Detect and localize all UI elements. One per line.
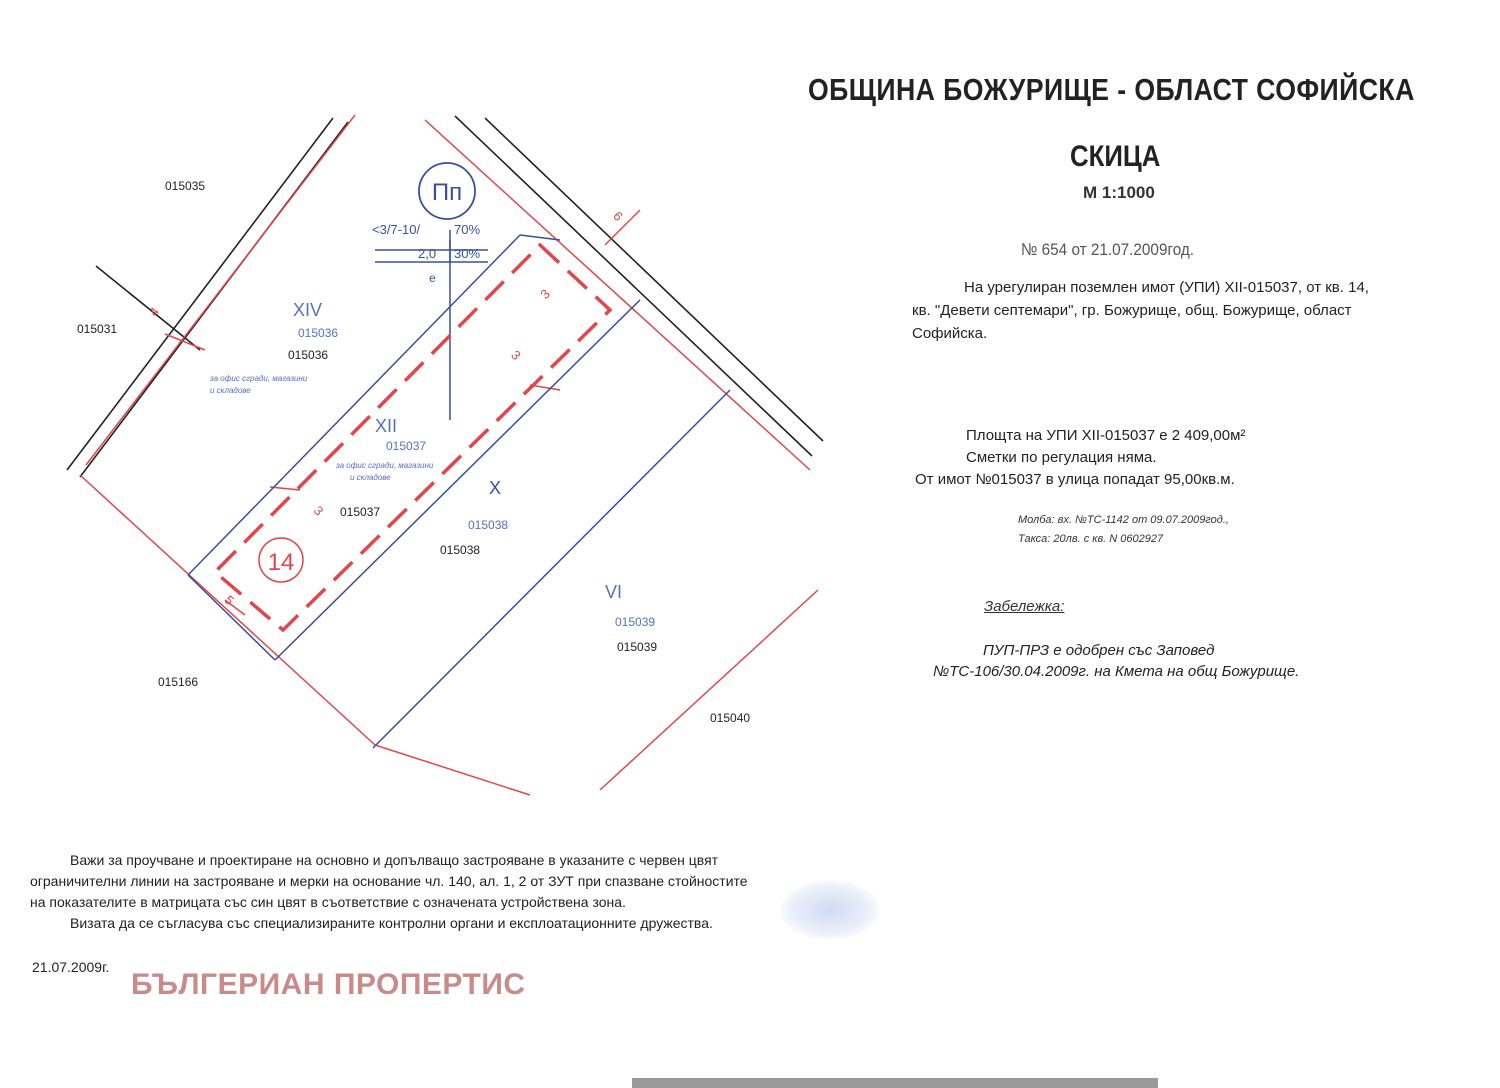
upi-number-blue: 015039 xyxy=(615,615,656,629)
upi-number: 015036 xyxy=(288,348,329,362)
note-text xyxy=(933,640,1403,682)
block-number: 14 xyxy=(267,549,295,576)
dimension-label: 3 xyxy=(537,286,553,302)
upi-number-blue: 015038 xyxy=(468,518,509,532)
street-lines xyxy=(67,116,823,477)
zone-label: Пп xyxy=(431,179,463,206)
request-line: Молба: вх. №ТС-1142 от 09.07.2009год., xyxy=(1018,514,1229,526)
upi-purpose: за офис сгради, магазини xyxy=(210,374,308,383)
upi-roman: VI xyxy=(605,582,623,602)
description-line: кв. "Девети септемари", гр. Божурище, общ. Божурище, област xyxy=(912,302,1352,319)
request-line: Такса: 20лв. с кв. N 0602927 xyxy=(1018,533,1164,545)
area-line: От имот №015037 в улица попадат 95,00кв.м. xyxy=(915,471,1235,488)
matrix-r1c1: <3/7-10/ xyxy=(372,222,421,237)
matrix-r3: е xyxy=(429,271,436,285)
document-type: СКИЦА xyxy=(1070,140,1161,173)
note-label: Забележка: xyxy=(984,598,1065,615)
parcel-id: 015166 xyxy=(158,675,199,689)
request-info xyxy=(1018,511,1229,549)
upi-purpose: и складове xyxy=(210,386,251,395)
dimension-label: 3 xyxy=(508,347,524,363)
dimension-label: 4 xyxy=(146,304,163,320)
regulation-lines xyxy=(80,115,818,795)
upi-number-blue: 015037 xyxy=(386,439,427,453)
validity-text xyxy=(30,850,950,934)
dimension-label: 6 xyxy=(610,208,626,224)
upi-purpose: за офис сгради, магазини xyxy=(336,461,434,470)
area-line: Сметки по регулация няма. xyxy=(966,449,1157,466)
description-line: На урегулиран поземлен имот (УПИ) ХII-015037, от кв. 14, xyxy=(964,279,1369,296)
area-info xyxy=(915,425,1335,491)
upi-number: 015039 xyxy=(617,640,658,654)
upi-purpose: и складове xyxy=(350,473,391,482)
matrix-r1c2: 70% xyxy=(454,222,481,237)
upi-number-blue: 015036 xyxy=(298,326,339,340)
matrix-r2c1: 2,0 xyxy=(418,246,437,261)
validity-line: на показателите в матрицата със син цвят в съответствие с означената устройствена зона. xyxy=(30,894,626,910)
issue-date: 21.07.2009г. xyxy=(32,959,110,975)
property-boundaries xyxy=(188,230,730,748)
document-number: № 654 от 21.07.2009год. xyxy=(1021,240,1195,259)
municipality-title: ОБЩИНА БОЖУРИЩЕ - ОБЛАСТ СОФИЙСКА xyxy=(808,72,1415,107)
dimension-label: 3 xyxy=(310,502,327,519)
upi-roman: XIV xyxy=(293,300,323,320)
upi-number: 015037 xyxy=(340,505,381,519)
parcel-id: 015035 xyxy=(165,179,206,193)
validity-line: Визата да се съгласува със специализираните контролни органи и експлоатационните дружества. xyxy=(70,915,713,931)
validity-line: Важи за проучване и проектиране на основно и допълващо застрояване в указаните с червен цвят xyxy=(70,852,719,868)
note-line: ПУП-ПРЗ е одобрен със Заповед xyxy=(983,642,1215,659)
parcel-id: 015040 xyxy=(710,711,751,725)
dimension-label: 5 xyxy=(221,592,238,608)
upi-roman: XII xyxy=(375,416,398,436)
upi-number: 015038 xyxy=(440,543,481,557)
watermark: БЪЛГЕРИАН ПРОПЕРТИС xyxy=(131,968,526,1001)
upi-roman: X xyxy=(489,478,502,498)
matrix-r2c2: 30% xyxy=(454,246,481,261)
note-line: №ТС-106/30.04.2009г. на Кмета на общ Божурище. xyxy=(933,663,1300,680)
parcel-id: 015031 xyxy=(77,322,118,336)
scan-edge xyxy=(632,1078,1158,1088)
area-line: Площта на УПИ ХII-015037 е 2 409,00м² xyxy=(966,427,1246,444)
property-description xyxy=(912,276,1452,345)
scale: М 1:1000 xyxy=(1083,183,1155,202)
validity-line: ограничителни линии на застрояване и мерки на основание чл. 140, ал. 1, 2 от ЗУТ при спазване стойностите xyxy=(30,873,748,889)
description-line: Софийска. xyxy=(912,325,988,342)
